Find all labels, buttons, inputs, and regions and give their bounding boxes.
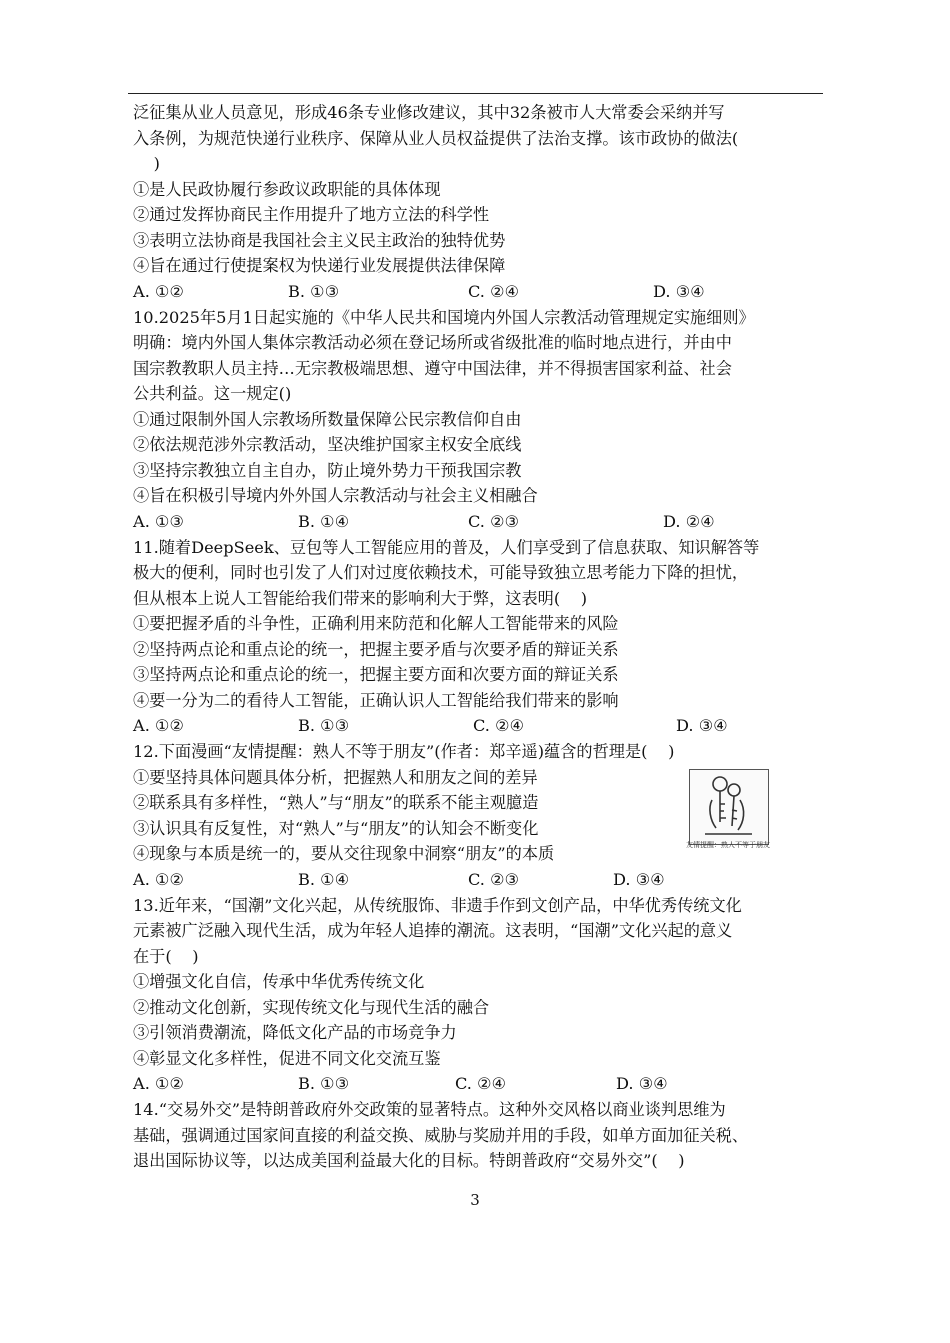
question-stem-line: 极大的便利，同时也引发了人们对过度依赖技术，可能导致独立思考能力下降的担忧，	[133, 563, 749, 582]
answer-options	[133, 1071, 828, 1097]
statement-1: ①通过限制外国人宗教场所数量保障公民宗教信仰自由	[133, 409, 522, 429]
option-a[interactable]: A. ①③	[133, 511, 185, 531]
statement-2: ②联系具有多样性，“熟人”与“朋友”的联系不能主观臆造	[133, 793, 539, 812]
option-b[interactable]: B. ①④	[298, 869, 350, 889]
option-b[interactable]: B. ①③	[298, 716, 350, 735]
statement-4: ④要一分为二的看待人工智能，正确认识人工智能给我们带来的影响	[133, 690, 619, 710]
question-stem-line: 元素被广泛融入现代生活，成为年轻人追捧的潮流。这表明，“国潮”文化兴起的意义	[133, 921, 733, 940]
keys-cartoon-drawing	[690, 770, 768, 844]
option-b[interactable]: B. ①③	[298, 1074, 350, 1093]
question-stem-line: 明确：境内外国人集体宗教活动必须在登记场所或省级批准的临时地点进行，并由中	[133, 333, 732, 352]
statement-3: ③表明立法协商是我国社会主义民主政治的独特优势	[133, 230, 506, 250]
statement-4: ④现象与本质是统一的，要从交往现象中洞察“朋友”的本质	[133, 844, 555, 863]
statement-3: ③认识具有反复性，对“熟人”与“朋友”的认知会不断变化	[133, 818, 539, 838]
header-rule	[128, 93, 823, 94]
question-9-continuation	[133, 100, 828, 305]
answer-options	[133, 867, 828, 893]
option-b[interactable]: B. ①③	[288, 281, 340, 301]
question-stem-line: 基础，强调通过国家间直接的利益交换、威胁与奖励并用的手段，如单方面加征关税、	[133, 1125, 749, 1145]
statement-3: ③坚持两点论和重点论的统一，把握主要方面和次要方面的辩证关系	[133, 665, 619, 684]
statement-3: ③坚持宗教独立自主自办，防止境外势力干预我国宗教	[133, 460, 522, 480]
answer-options	[133, 509, 828, 535]
statement-3: ③引领消费潮流，降低文化产品的市场竞争力	[133, 1023, 457, 1042]
exam-page-content	[133, 100, 828, 1174]
option-a[interactable]: A. ①②	[133, 869, 185, 889]
statement-4: ④彰显文化多样性，促进不同文化交流互鉴	[133, 1048, 441, 1068]
option-c[interactable]: C. ②③	[468, 869, 520, 889]
option-b[interactable]: B. ①④	[298, 511, 350, 531]
question-stem-line: 12.下面漫画“友情提醒：熟人不等于朋友”(作者：郑辛遥)蕴含的哲理是( )	[133, 742, 675, 761]
question-stem-line: 但从根本上说人工智能给我们带来的影响利大于弊，这表明( )	[133, 588, 588, 608]
statement-2: ②坚持两点论和重点论的统一，把握主要矛盾与次要矛盾的辩证关系	[133, 639, 619, 659]
cartoon-image	[689, 769, 769, 845]
question-14	[133, 1097, 828, 1174]
option-a[interactable]: A. ①②	[133, 1074, 185, 1093]
statement-1: ①增强文化自信，传承中华优秀传统文化	[133, 972, 425, 991]
cartoon-caption: 友情提醒：熟人不等于朋友	[686, 841, 770, 849]
question-stem-line: 国宗教教职人员主持…无宗教极端思想、遵守中国法律，并不得损害国家利益、社会	[133, 358, 732, 378]
question-stem-line: 10.2025年5月1日起实施的《中华人民共和国境内外国人宗教活动管理规定实施细则》	[133, 307, 755, 327]
statement-1: ①要把握矛盾的斗争性，正确利用来防范和化解人工智能带来的风险	[133, 614, 619, 633]
option-c[interactable]: C. ②④	[455, 1074, 507, 1093]
question-stem-line: 入条例，为规范快递行业秩序、保障从业人员权益提供了法治支撑。该市政协的做法(	[133, 128, 739, 148]
option-d[interactable]: D. ③④	[613, 869, 665, 889]
question-stem-line: 退出国际协议等，以达成美国利益最大化的目标。特朗普政府“交易外交”( )	[133, 1151, 685, 1170]
question-13	[133, 893, 828, 1098]
option-a[interactable]: A. ①②	[133, 281, 185, 301]
question-stem-line: 11.随着DeepSeek、豆包等人工智能应用的普及，人们享受到了信息获取、知识解答等	[133, 537, 760, 557]
answer-options	[133, 279, 828, 305]
option-d[interactable]: D. ③④	[676, 716, 728, 735]
question-stem-line: 泛征集从业人员意见，形成46条专业修改建议，其中32条被市人大常委会采纳并写	[133, 103, 725, 122]
question-stem-line: 13.近年来，“国潮”文化兴起，从传统服饰、非遗手作到文创产品，中华优秀传统文化	[133, 895, 742, 915]
option-c[interactable]: C. ②④	[468, 281, 520, 301]
statement-2: ②推动文化创新，实现传统文化与现代生活的融合	[133, 997, 490, 1017]
statement-2: ②依法规范涉外宗教活动，坚决维护国家主权安全底线	[133, 435, 522, 454]
statement-4: ④旨在通过行使提案权为快递行业发展提供法律保障	[133, 256, 506, 275]
question-stem-line: 在于( )	[133, 946, 199, 966]
option-d[interactable]: D. ②④	[663, 511, 715, 531]
option-c[interactable]: C. ②③	[468, 511, 520, 531]
question-stem-line: )	[133, 154, 160, 173]
option-d[interactable]: D. ③④	[616, 1074, 668, 1093]
statement-4: ④旨在积极引导境内外外国人宗教活动与社会主义相融合	[133, 486, 538, 505]
statement-1: ①是人民政协履行参政议政职能的具体体现	[133, 179, 441, 199]
question-stem-line: 公共利益。这一规定()	[133, 384, 292, 403]
answer-options	[133, 713, 828, 739]
statement-1: ①要坚持具体问题具体分析，把握熟人和朋友之间的差异	[133, 767, 538, 787]
option-c[interactable]: C. ②④	[473, 716, 525, 735]
question-stem-line: 14.“交易外交”是特朗普政府外交政策的显著特点。这种外交风格以商业谈判思维为	[133, 1100, 726, 1119]
question-10	[133, 305, 828, 535]
question-11	[133, 535, 828, 740]
option-a[interactable]: A. ①②	[133, 716, 185, 735]
page-number: 3	[470, 1191, 480, 1209]
statement-2: ②通过发挥协商民主作用提升了地方立法的科学性	[133, 205, 490, 224]
option-d[interactable]: D. ③④	[653, 281, 705, 301]
